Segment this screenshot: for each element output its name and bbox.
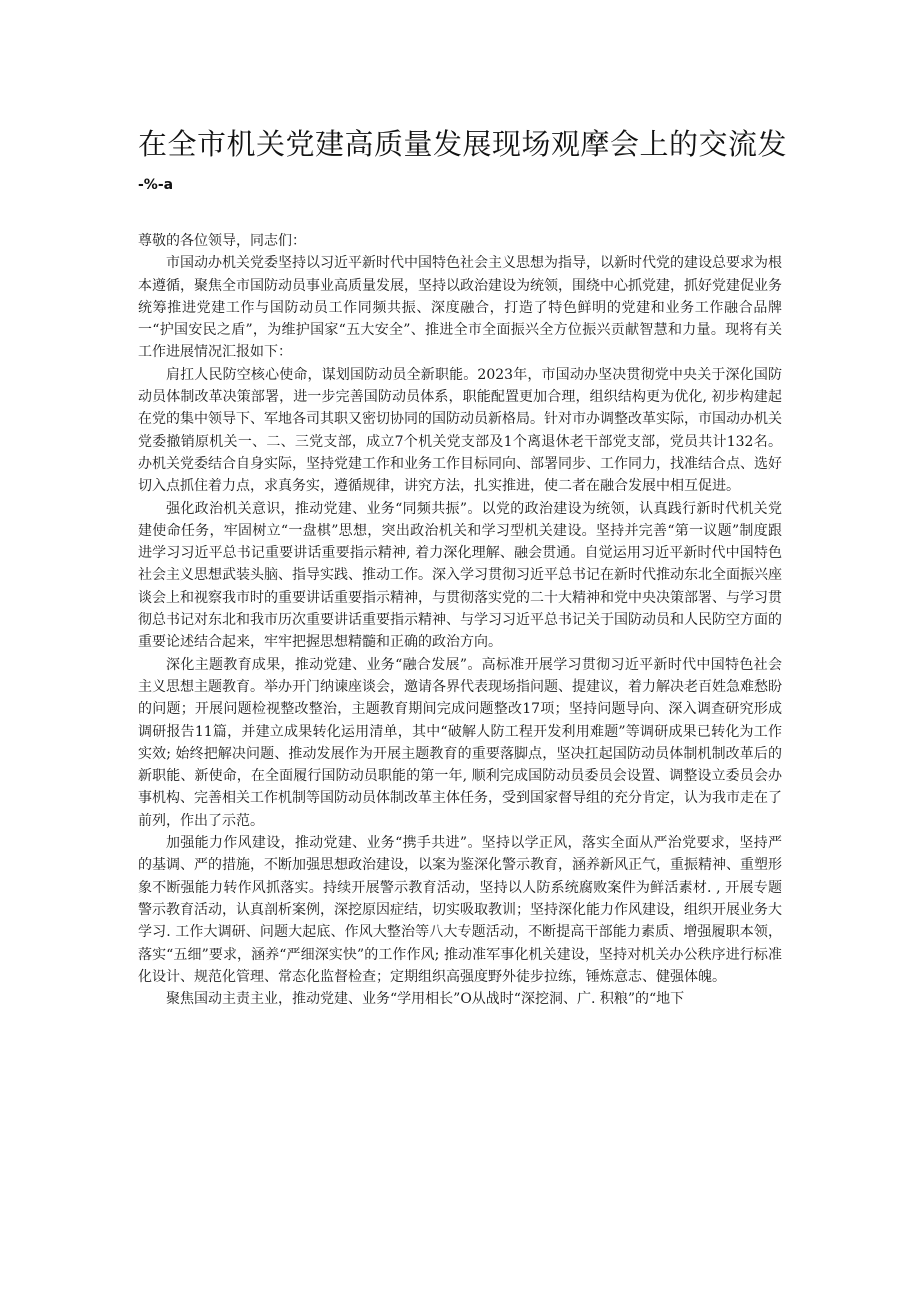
paragraph-thematic-education: 深化主题教育成果，推动党建、业务“融合发展”。高标准开展学习贯彻习近平新时代中国特色社会主义思想主题教育。举办开门纳谏座谈会，邀请各界代表现场指问题、提建议，着力解决老百姓急难愁盼的问题；开展问题检视整改整治，主题教育期间完成问题整改17项；坚持问题导向、深入调查研究形成调研报告11篇，并建立成果转化运用清单，其中“破解人防工程开发利用难题”等调研成果已转化为工作实效; 始终把解决问题、推动发展作为开展主题教育的重要落脚点，坚决扛起国防动员体制机制改革后的新职能、新使命，在全面履行国防动员职能的第一年, 顺利完成国防动员委员会设置、调整设立委员会办事机构、完善相关工作机制等国防动员体制改革主体任务，受到国家督导组的充分肯定，认为我市走在了前列，作出了示范。: [138, 656, 782, 829]
paragraph-political-awareness: 强化政治机关意识，推动党建、业务“同频共振”。以党的政治建设为统领，认真践行新时代机关党建使命任务，牢固树立“一盘棋”思想，突出政治机关和学习型机关建设。坚持并完善“第一议题”制度跟进学习习近平总书记重要讲话重要指示精神, 着力深化理解、融会贯通。自觉运用习近平新时代中国特色社会主义思想武装头脑、指导实践、推动工作。深入学习贯彻习近平总书记在新时代推动东北全面振兴座谈会上和视察我市时的重要讲话重要指示精神，与贯彻落实党的二十大精神和党中央决策部署、与学习贯彻总书记对东北和我市历次重要讲话重要指示精神、与学习习近平总书记关于国防动员和人民防空方面的重要论述结合起来，牢牢把握思想精髓和正确的政治方向。: [138, 500, 782, 651]
document-body: [138, 230, 782, 1010]
paragraph-air-defense-mission: 肩扛人民防空核心使命，谋划国防动员全新职能。2023年，市国动办坚决贯彻党中央关于深化国防动员体制改革决策部署，进一步完善国防动员体系，职能配置更加合理，组织结构更为优化, 初步构建起在党的集中领导下、军地各司其职又密切协同的国防动员新格局。针对市办调整改革实际，市国动办机关党委撤销原机关一、二、三党支部，成立7个机关党支部及1个离退休老干部党支部，党员共计132名。办机关党委结合自身实际，坚持党建工作和业务工作目标同向、部署同步、工作同力，找准结合点、选好切入点抓住着力点，求真务实，遵循规律，讲究方法，扎实推进，使二者在融合发展中相互促进。: [138, 366, 782, 495]
paragraph-core-duties: 聚焦国动主责主业，推动党建、业务“学用相长”O从战时“深挖洞、广. 积粮”的“地下: [166, 991, 685, 1008]
paragraph-capability-style: 加强能力作风建设，推动党建、业务“携手共进”。坚持以学正风，落实全面从严治党要求，坚持严的基调、严的措施，不断加强思想政治建设，以案为鉴深化警示教育，涵养新风正气，重振精神、重塑形象不断强能力转作风抓落实。持续开展警示教育活动，坚持以人防系统腐败案件为鲜活素材. , 开展专题警示教育活动，认真剖析案例，深挖原因症结，切实吸取教训；坚持深化能力作风建设，组织开展业务大学习. 工作大调研、问题大起底、作风大整治等八大专题活动，不断提高干部能力素质、增强履职本领，落实“五细”要求，涵养“严细深实快”的工作作风; 推动准军事化机关建设，坚持对机关办公秩序进行标准化设计、规范化管理、常态化监督检查；定期组织高强度野外徒步拉练，锤炼意志、健强体魄。: [138, 835, 782, 985]
salutation: 尊敬的各位领导，同志们：: [138, 233, 306, 249]
paragraph-intro: 市国动办机关党委坚持以习近平新时代中国特色社会主义思想为指导，以新时代党的建设总要求为根本遵循，聚焦全市国防动员事业高质量发展，坚持以政治建设为统领，围绕中心抓党建，抓好党建促业务统筹推进党建工作与国防动员工作同频共振、深度融合，打造了特色鲜明的党建和业务工作融合品牌一“护国安民之盾”，为维护国家“五大安全”、推进全市全面振兴全方位振兴贡献智慧和力量。现将有关工作进展情况汇报如下：: [138, 255, 782, 361]
document-title: 在全市机关党建高质量发展现场观摩会上的交流发: [138, 127, 788, 161]
document-subtitle: -%-a: [138, 177, 174, 193]
